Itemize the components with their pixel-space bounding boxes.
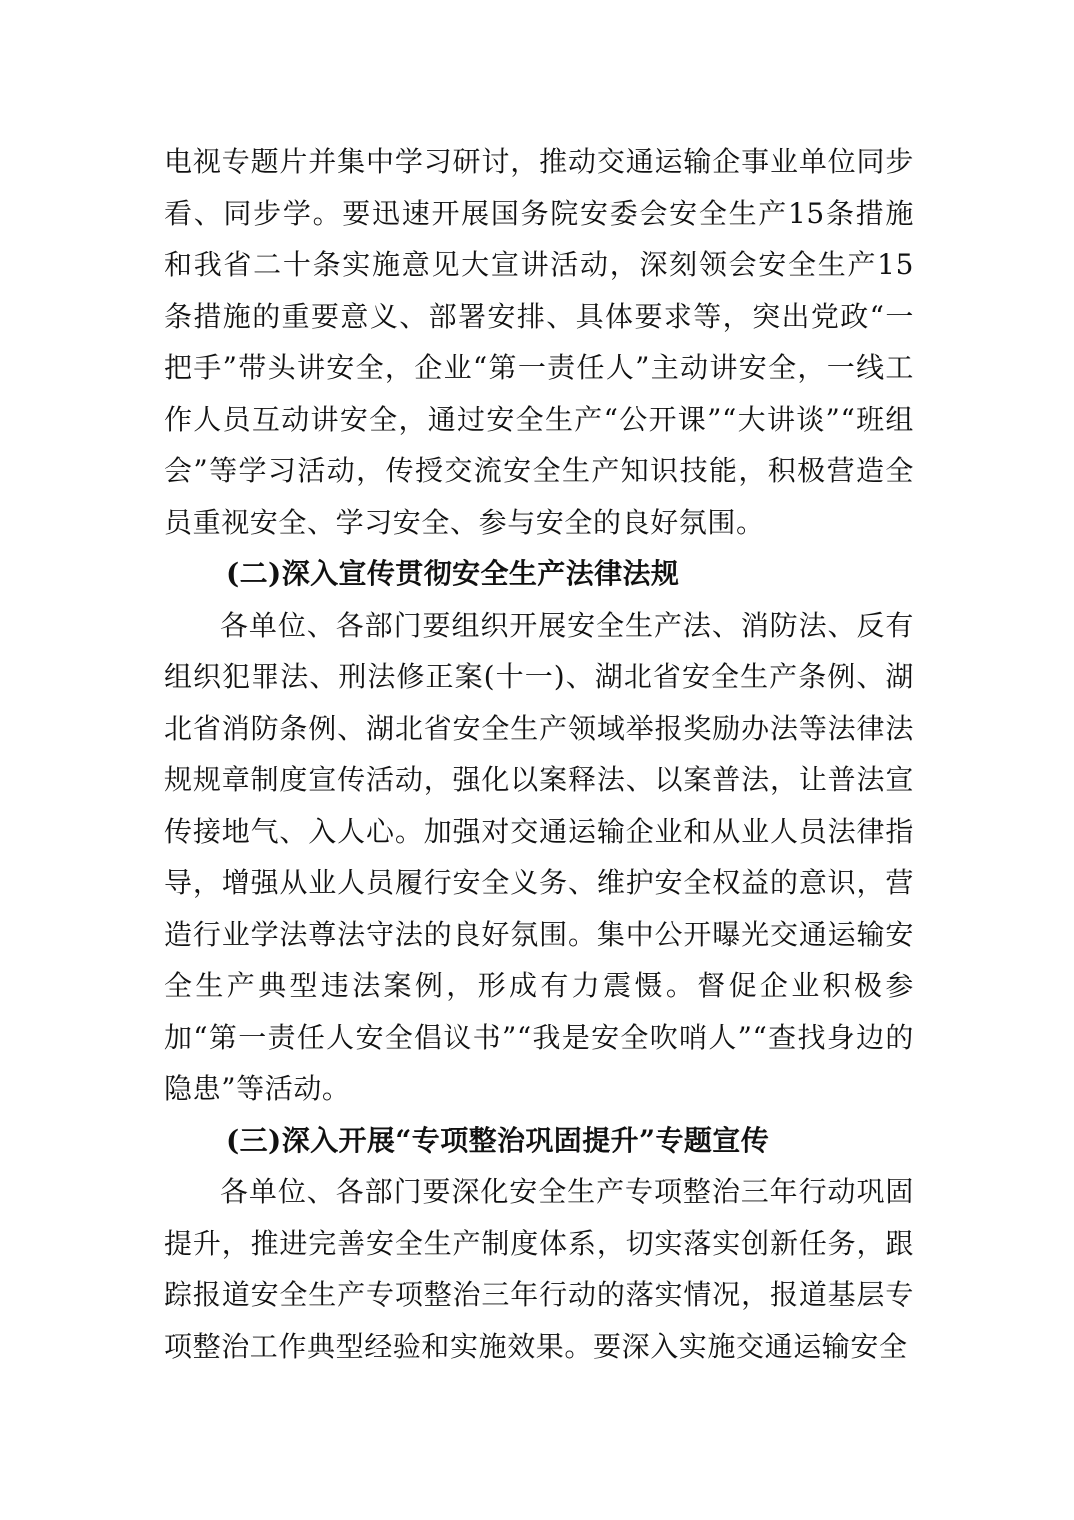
section-heading: (三)深入开展“专项整治巩固提升”专题宣传	[226, 1123, 770, 1157]
body-paragraph: 各单位、各部门要深化安全生产专项整治三年行动巩固提升，推进完善安全生产制度体系，切实落实创新任务，跟踪报道安全生产专项整治三年行动的落实情况，报道基层专项整治工作典型经验和实施效果。要深入实施交通运输安全	[164, 1175, 914, 1363]
body-paragraph: 电视专题片并集中学习研讨，推动交通运输企事业单位同步看、同步学。要迅速开展国务院安委会安全生产15条措施和我省二十条实施意见大宣讲活动，深刻领会安全生产15条措施的重要意义、部署安排、具体要求等，突出党政“一把手”带头讲安全，企业“第一责任人”主动讲安全，一线工作人员互动讲安全，通过安全生产“公开课”“大讲谈”“班组会”等学习活动，传授交流安全生产知识技能，积极营造全员重视安全、学习安全、参与安全的良好氛围。	[164, 145, 914, 539]
body-paragraph: 各单位、各部门要组织开展安全生产法、消防法、反有组织犯罪法、刑法修正案(十一)、湖北省安全生产条例、湖北省消防条例、湖北省安全生产领域举报奖励办法等法律法规规章制度宣传活动，强化以案释法、以案普法，让普法宣传接地气、入人心。加强对交通运输企业和从业人员法律指导，增强从业人员履行安全义务、维护安全权益的意识，营造行业学法尊法守法的良好氛围。集中公开曝光交通运输安全生产典型违法案例，形成有力震慑。督促企业积极参加“第一责任人安全倡议书”“我是安全吹哨人”“查找身边的隐患”等活动。	[164, 608, 914, 1105]
document-body	[164, 136, 914, 1372]
section-heading: (二)深入宣传贯彻安全生产法律法规	[226, 557, 680, 590]
